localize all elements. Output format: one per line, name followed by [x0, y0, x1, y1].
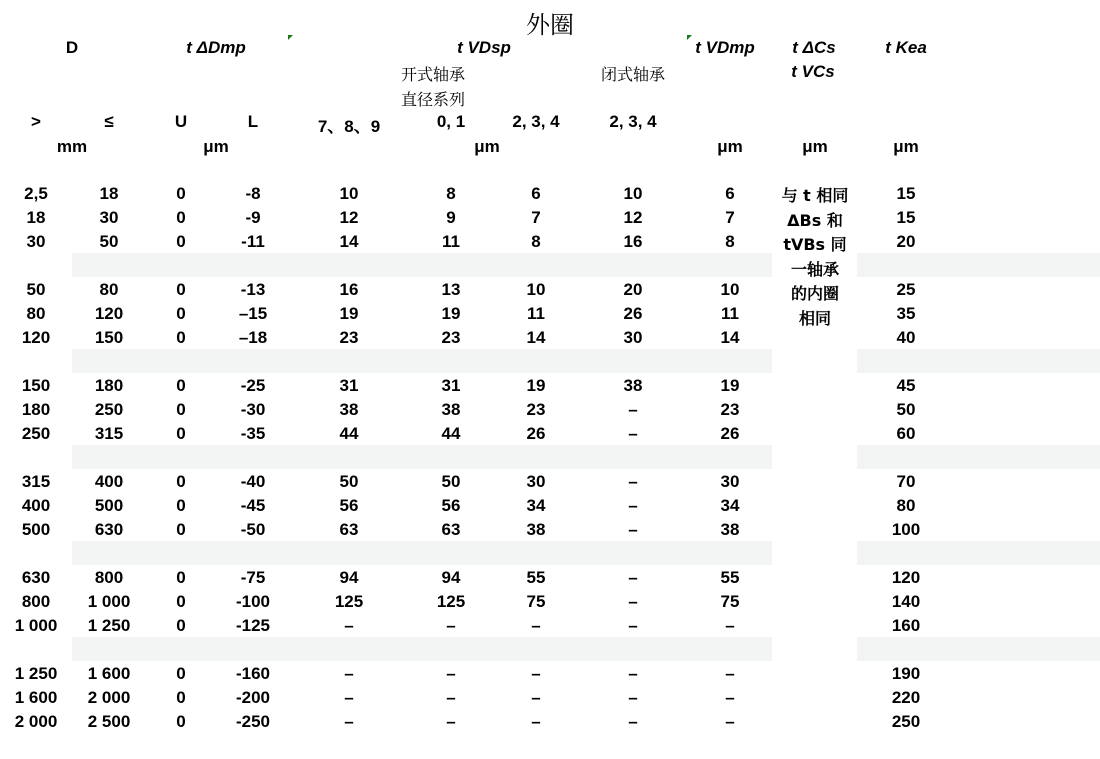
cell-vdsp-789: –	[344, 688, 354, 707]
cell-dmp-upper: 0	[176, 664, 186, 683]
header-lower: L	[247, 112, 259, 131]
cell-vdmp: –	[725, 664, 735, 683]
cell-vdsp-closed: –	[628, 592, 638, 611]
cell-vdsp-789: 10	[339, 184, 359, 203]
cell-dmp-lower: -50	[240, 520, 266, 539]
cell-vdsp-01: 31	[441, 376, 461, 395]
header-over: >	[31, 112, 41, 131]
cell-vdsp-234: 10	[526, 280, 546, 299]
cell-vdsp-789: 94	[339, 568, 359, 587]
cell-dmp-lower: -125	[235, 616, 271, 635]
cell-d-over: 1 000	[14, 616, 58, 635]
group-separator	[857, 541, 1100, 565]
cell-kea: 100	[891, 520, 921, 539]
cell-d-over: 80	[26, 304, 46, 323]
cell-d-incl: 80	[99, 280, 119, 299]
cell-vdsp-234: 14	[526, 328, 546, 347]
cell-vdsp-01: –	[446, 712, 456, 731]
cell-dmp-upper: 0	[176, 208, 186, 227]
cell-kea: 40	[896, 328, 916, 347]
cell-dmp-lower: -45	[240, 496, 266, 515]
header-series-234-closed: 2, 3, 4	[609, 112, 657, 131]
header-diameter-series: 直径系列	[400, 90, 466, 109]
group-separator	[857, 445, 1100, 469]
page-title: 外圈	[526, 11, 574, 39]
cell-vdsp-closed: 16	[623, 232, 643, 251]
cell-kea: 190	[891, 664, 921, 683]
cell-vdsp-01: 125	[436, 592, 466, 611]
cell-dmp-lower: -160	[235, 664, 271, 683]
cell-vdsp-closed: –	[628, 400, 638, 419]
cell-vdsp-01: –	[446, 664, 456, 683]
cell-d-incl: 315	[94, 424, 124, 443]
cell-vdsp-789: 50	[339, 472, 359, 491]
cell-kea: 20	[896, 232, 916, 251]
cell-vdsp-789: –	[344, 712, 354, 731]
group-separator	[72, 253, 772, 277]
cell-vdmp: 8	[725, 232, 735, 251]
unit-um-kea: μm	[893, 137, 919, 156]
cell-dmp-upper: 0	[176, 376, 186, 395]
cell-d-over: 180	[21, 400, 51, 419]
cell-vdsp-234: 30	[526, 472, 546, 491]
cell-d-incl: 180	[94, 376, 124, 395]
cell-vdsp-01: 11	[442, 232, 460, 251]
cell-vdsp-789: 16	[339, 280, 359, 299]
cell-vdsp-789: 12	[339, 208, 359, 227]
header-kea: t Kea	[885, 38, 927, 57]
cell-d-incl: 1 600	[87, 664, 131, 683]
cell-dmp-upper: 0	[176, 568, 186, 587]
cell-dmp-upper: 0	[176, 688, 186, 707]
cell-vdmp: 55	[720, 568, 740, 587]
cell-vdsp-closed: –	[628, 688, 638, 707]
note-line: 与 t 相同	[781, 186, 849, 205]
cell-vdsp-234: 11	[527, 304, 545, 323]
cell-dmp-upper: 0	[176, 184, 186, 203]
cell-dmp-lower: –15	[238, 304, 268, 323]
cell-vdsp-01: 44	[441, 424, 461, 443]
cell-vdsp-closed: 26	[623, 304, 643, 323]
cell-vdsp-01: 50	[441, 472, 461, 491]
cell-vdmp: 7	[725, 208, 735, 227]
cell-dmp-lower: –18	[238, 328, 268, 347]
group-separator	[857, 349, 1100, 373]
cell-d-over: 315	[21, 472, 51, 491]
cell-dmp-lower: -11	[241, 232, 265, 251]
cell-vdsp-789: 23	[339, 328, 359, 347]
cell-vdsp-234: 34	[526, 496, 546, 515]
cell-vdsp-01: –	[446, 616, 456, 635]
cell-vdsp-01: 94	[441, 568, 461, 587]
header-incl: ≤	[104, 112, 114, 131]
header-series-234: 2, 3, 4	[512, 112, 560, 131]
cell-vdmp: –	[725, 616, 735, 635]
cell-vdsp-01: 8	[446, 184, 456, 203]
cell-d-incl: 800	[94, 568, 124, 587]
cell-vdsp-closed: –	[628, 496, 638, 515]
cell-d-over: 18	[26, 208, 46, 227]
cell-vdsp-01: 19	[441, 304, 461, 323]
cell-vdmp: 11	[721, 304, 739, 323]
cell-dmp-lower: -75	[240, 568, 266, 587]
cell-d-incl: 150	[94, 328, 124, 347]
cell-vdsp-234: 6	[531, 184, 541, 203]
group-separator	[857, 637, 1100, 661]
cell-d-over: 400	[21, 496, 51, 515]
header-vdsp: t VDsp	[457, 38, 511, 57]
cell-dmp-upper: 0	[176, 520, 186, 539]
cell-d-incl: 120	[94, 304, 124, 323]
cell-dmp-lower: -30	[240, 400, 266, 419]
cell-vdsp-closed: –	[628, 568, 638, 587]
cell-d-incl: 1 000	[87, 592, 131, 611]
cell-dmp-upper: 0	[176, 472, 186, 491]
cell-kea: 50	[896, 400, 916, 419]
cell-dmp-upper: 0	[176, 400, 186, 419]
header-vdmp: t VDmp	[695, 38, 755, 57]
note-same-as-inner-ring	[770, 184, 860, 331]
header-delta-cs: t ΔCs	[792, 38, 836, 57]
cell-dmp-lower: -200	[235, 688, 271, 707]
cell-dmp-upper: 0	[176, 424, 186, 443]
header-vcs: t VCs	[791, 62, 835, 81]
cell-kea: 25	[896, 280, 916, 299]
header-closed-bearing: 闭式轴承	[600, 65, 666, 84]
cell-vdsp-789: 44	[339, 424, 359, 443]
cell-kea: 160	[891, 616, 921, 635]
group-separator	[72, 637, 772, 661]
cell-vdsp-closed: –	[628, 664, 638, 683]
unit-um-vdsp: μm	[474, 137, 500, 156]
cell-d-over: 1 600	[14, 688, 58, 707]
cell-dmp-lower: -9	[245, 208, 261, 227]
cell-vdsp-789: 56	[339, 496, 359, 515]
cell-vdsp-789: 19	[339, 304, 359, 323]
cell-d-incl: 400	[94, 472, 124, 491]
cell-vdsp-789: 125	[334, 592, 364, 611]
cell-vdsp-closed: –	[628, 424, 638, 443]
cell-vdmp: –	[725, 712, 735, 731]
cell-dmp-upper: 0	[176, 592, 186, 611]
header-series-01: 0, 1	[436, 112, 466, 131]
cell-d-over: 50	[26, 280, 46, 299]
cell-vdsp-234: 23	[526, 400, 546, 419]
header-open-bearing: 开式轴承	[400, 65, 466, 84]
cell-vdmp: 26	[720, 424, 740, 443]
note-line: 相同	[798, 308, 831, 328]
cell-vdsp-234: –	[531, 688, 541, 707]
cell-d-over: 2 000	[14, 712, 58, 731]
cell-d-incl: 630	[94, 520, 124, 539]
cell-d-incl: 2 500	[87, 712, 131, 731]
cell-dmp-upper: 0	[176, 712, 186, 731]
cell-vdsp-closed: –	[628, 616, 638, 635]
cell-vdsp-234: –	[531, 616, 541, 635]
cell-vdsp-closed: –	[628, 712, 638, 731]
cell-dmp-upper: 0	[176, 232, 186, 251]
cell-kea: 15	[896, 184, 916, 203]
cell-d-over: 250	[21, 424, 51, 443]
cell-vdmp: 75	[720, 592, 740, 611]
cell-kea: 80	[896, 496, 916, 515]
cell-vdsp-01: 23	[441, 328, 461, 347]
cell-vdsp-234: 8	[531, 232, 541, 251]
cell-d-over: 2,5	[24, 184, 48, 203]
cell-dmp-lower: -25	[240, 376, 266, 395]
cell-d-over: 150	[21, 376, 51, 395]
cell-vdmp: 10	[720, 280, 740, 299]
cell-dmp-lower: -8	[245, 184, 261, 203]
cell-vdsp-789: –	[344, 616, 354, 635]
cell-d-over: 1 250	[14, 664, 58, 683]
cell-vdsp-closed: 30	[623, 328, 643, 347]
cell-comment-marker	[288, 35, 293, 40]
cell-vdsp-01: 63	[441, 520, 461, 539]
cell-vdsp-789: 63	[339, 520, 359, 539]
cell-vdsp-01: 13	[441, 280, 461, 299]
cell-vdmp: –	[725, 688, 735, 707]
cell-dmp-upper: 0	[176, 280, 186, 299]
cell-d-incl: 2 000	[87, 688, 131, 707]
cell-vdsp-234: 38	[526, 520, 546, 539]
cell-dmp-lower: -13	[240, 280, 266, 299]
cell-vdmp: 23	[720, 400, 740, 419]
note-line: 一轴承	[790, 259, 839, 279]
unit-mm: mm	[56, 137, 88, 156]
unit-um-vdmp: μm	[717, 137, 743, 156]
cell-vdsp-01: 56	[441, 496, 461, 515]
cell-vdsp-234: 19	[526, 376, 546, 395]
unit-um-dmp: μm	[203, 137, 229, 156]
cell-dmp-upper: 0	[176, 616, 186, 635]
cell-kea: 140	[891, 592, 921, 611]
cell-comment-marker	[687, 35, 692, 40]
cell-d-incl: 18	[99, 184, 119, 203]
cell-vdsp-789: –	[344, 664, 354, 683]
cell-d-over: 120	[21, 328, 51, 347]
cell-d-incl: 1 250	[87, 616, 131, 635]
group-separator	[72, 445, 772, 469]
cell-vdmp: 19	[720, 376, 740, 395]
group-separator	[857, 253, 1100, 277]
cell-kea: 120	[891, 568, 921, 587]
cell-vdmp: 6	[725, 184, 735, 203]
cell-dmp-lower: -35	[240, 424, 266, 443]
cell-d-incl: 30	[99, 208, 119, 227]
cell-kea: 45	[896, 376, 916, 395]
cell-d-over: 800	[21, 592, 51, 611]
group-separator	[72, 541, 772, 565]
cell-vdsp-closed: 12	[623, 208, 643, 227]
cell-kea: 250	[891, 712, 921, 731]
group-separator	[72, 349, 772, 373]
note-line: ΔBs 和	[787, 210, 843, 230]
cell-dmp-upper: 0	[176, 496, 186, 515]
cell-d-incl: 50	[99, 232, 119, 251]
cell-vdmp: 34	[720, 496, 740, 515]
cell-dmp-lower: -250	[235, 712, 271, 731]
cell-vdsp-789: 31	[339, 376, 359, 395]
cell-vdsp-01: 9	[446, 208, 456, 227]
cell-d-incl: 500	[94, 496, 124, 515]
cell-kea: 220	[891, 688, 921, 707]
cell-kea: 35	[896, 304, 916, 323]
note-line: tVBs 同	[783, 235, 847, 254]
cell-vdmp: 38	[720, 520, 740, 539]
cell-dmp-lower: -100	[235, 592, 271, 611]
header-upper: U	[174, 112, 188, 131]
cell-d-incl: 250	[94, 400, 124, 419]
cell-kea: 15	[896, 208, 916, 227]
cell-vdsp-234: 7	[531, 208, 541, 227]
cell-vdsp-234: –	[531, 664, 541, 683]
cell-vdmp: 30	[720, 472, 740, 491]
note-line: 的内圈	[790, 284, 839, 303]
cell-vdsp-closed: 20	[623, 280, 643, 299]
cell-dmp-upper: 0	[176, 304, 186, 323]
cell-kea: 70	[896, 472, 916, 491]
cell-vdsp-01: 38	[441, 400, 461, 419]
cell-vdsp-234: 26	[526, 424, 546, 443]
cell-d-over: 30	[26, 232, 46, 251]
cell-dmp-upper: 0	[176, 328, 186, 347]
cell-vdsp-789: 14	[339, 232, 359, 251]
cell-vdsp-234: 75	[526, 592, 546, 611]
cell-dmp-lower: -40	[240, 472, 266, 491]
cell-vdmp: 14	[720, 328, 740, 347]
unit-um-cs: μm	[802, 137, 828, 156]
header-series-789: 7、8、9	[317, 117, 381, 136]
cell-vdsp-closed: –	[628, 520, 638, 539]
cell-vdsp-01: –	[446, 688, 456, 707]
cell-d-over: 500	[21, 520, 51, 539]
header-d: D	[65, 38, 79, 57]
cell-vdsp-closed: 38	[623, 376, 643, 395]
cell-vdsp-closed: –	[628, 472, 638, 491]
header-delta-dmp: t ΔDmp	[186, 38, 246, 57]
cell-vdsp-234: –	[531, 712, 541, 731]
cell-d-over: 630	[21, 568, 51, 587]
cell-kea: 60	[896, 424, 916, 443]
cell-vdsp-234: 55	[526, 568, 546, 587]
cell-vdsp-closed: 10	[623, 184, 643, 203]
cell-vdsp-789: 38	[339, 400, 359, 419]
